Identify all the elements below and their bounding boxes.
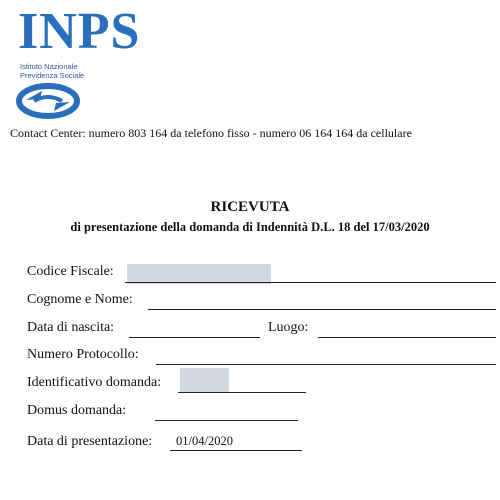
contact-center-text: Contact Center: numero 803 164 da telefono fisso - numero 06 164 164 da cellulare <box>10 126 412 140</box>
data-presentazione-line <box>170 450 302 451</box>
codice-fiscale-line <box>125 282 496 283</box>
data-nascita-line <box>129 337 260 338</box>
cognome-nome-label: Cognome e Nome: <box>27 292 133 307</box>
identificativo-redacted <box>180 368 229 392</box>
domus-domanda-label: Domus domanda: <box>27 403 127 418</box>
data-presentazione-label: Data di presentazione: <box>27 434 153 449</box>
luogo-label: Luogo: <box>268 320 309 335</box>
cognome-nome-line <box>148 309 496 310</box>
logo-subtitle-line1: Istituto Nazionale <box>20 62 78 71</box>
codice-fiscale-redacted <box>127 264 271 284</box>
inps-arrows-logo-icon <box>16 83 80 119</box>
identificativo-domanda-line <box>178 392 306 393</box>
domus-domanda-line <box>155 420 298 421</box>
identificativo-domanda-label: Identificativo domanda: <box>27 375 162 390</box>
logo-subtitle-line2: Previdenza Sociale <box>20 71 85 80</box>
receipt-subtitle: di presentazione della domanda di Indennità D.L. 18 del 17/03/2020 <box>70 220 430 234</box>
numero-protocollo-line <box>156 364 496 365</box>
luogo-line <box>318 337 496 338</box>
receipt-title: RICEVUTA <box>210 199 290 215</box>
data-presentazione-value: 01/04/2020 <box>176 434 233 448</box>
codice-fiscale-label: Codice Fiscale: <box>27 264 114 279</box>
numero-protocollo-label: Numero Protocollo: <box>27 347 139 362</box>
data-nascita-label: Data di nascita: <box>27 320 115 335</box>
inps-logo-text: INPS <box>18 3 141 60</box>
